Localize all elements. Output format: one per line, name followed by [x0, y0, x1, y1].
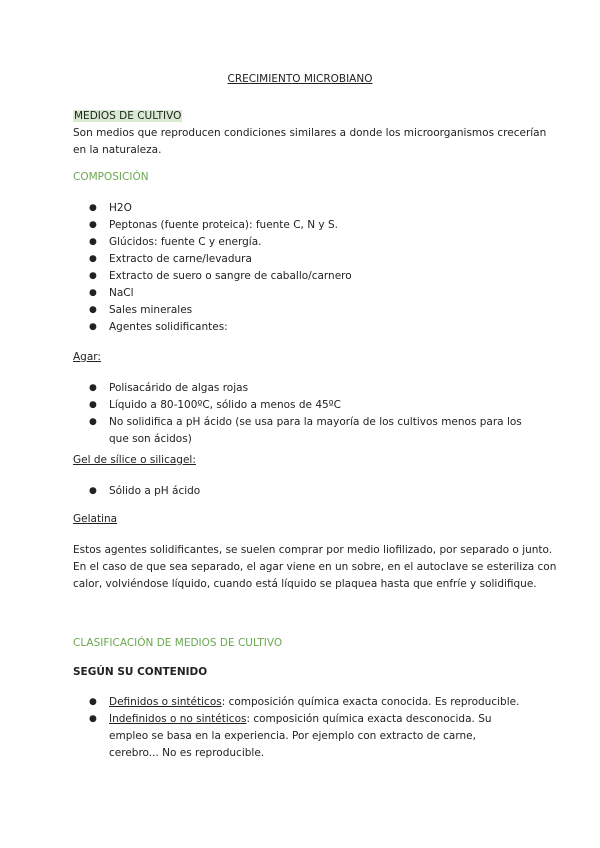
list-item	[73, 711, 523, 762]
bullet-icon: ●	[89, 288, 97, 298]
list-item: ● Glúcidos: fuente C y energía.	[73, 234, 352, 251]
gel-list	[73, 483, 200, 500]
agar-heading: Agar:	[73, 351, 101, 363]
list-item: ● Extracto de carne/levadura	[73, 251, 352, 268]
medios-text-line2: en la naturaleza.	[73, 144, 162, 156]
clasificacion-subheading: SEGÚN SU CONTENIDO	[73, 666, 208, 678]
bullet-icon: ●	[89, 220, 97, 230]
clasificacion-list-wrap	[73, 694, 523, 762]
medios-section	[73, 108, 546, 159]
agar-list	[73, 380, 523, 448]
term-description: : composición química exacta conocida. Es reproducible.	[221, 696, 520, 708]
gelatina-heading: Gelatina	[73, 513, 118, 525]
term: Definidos o sintéticos	[109, 696, 222, 708]
gel-list-wrap	[73, 483, 200, 500]
list-item: ● Líquido a 80-100ºC, sólido a menos de 45ºC	[73, 397, 523, 414]
list-item	[73, 694, 523, 711]
document-title: CRECIMIENTO MICROBIANO	[227, 73, 373, 85]
bullet-icon: ●	[89, 271, 97, 281]
list-item: ● NaCl	[73, 285, 352, 302]
clasificacion-list	[73, 694, 523, 762]
composicion-list-wrap	[73, 200, 352, 336]
list-item: ● No solidifica a pH ácido (se usa para la mayoría de los cultivos menos para los que son ácidos)	[89, 416, 522, 445]
composicion-heading: COMPOSICIÓN	[73, 171, 149, 183]
agar-list-wrap	[73, 380, 523, 448]
composicion-list	[73, 200, 352, 336]
paragraph-line: calor, volviéndose líquido, cuando está líquido se plaquea hasta que enfríe y solidifique.	[73, 578, 537, 590]
list-item: ● Polisacárido de algas rojas	[73, 380, 523, 397]
bullet-icon: ●	[89, 486, 97, 496]
bullet-icon: ●	[89, 254, 97, 264]
list-item: ● H2O	[73, 200, 352, 217]
solidificantes-paragraph	[73, 542, 556, 593]
bullet-icon: ●	[89, 714, 97, 724]
medios-text-line1: Son medios que reproducen condiciones similares a donde los microorganismos crecerían	[73, 127, 547, 139]
list-item: ● Agentes solidificantes:	[73, 319, 352, 336]
list-item: ● Peptonas (fuente proteica): fuente C, N y S.	[73, 217, 352, 234]
medios-heading: MEDIOS DE CULTIVO	[74, 110, 182, 122]
clasificacion-heading: CLASIFICACIÓN DE MEDIOS DE CULTIVO	[73, 637, 283, 649]
term: Indefinidos o no sintéticos	[109, 713, 247, 725]
term-description: : composición química exacta desconocida. Su empleo se basa en la experiencia. Por ejemplo con extracto de carne, cerebro... No es reproducible.	[109, 713, 492, 759]
paragraph-line: Estos agentes solidificantes, se suelen comprar por medio liofilizado, por separado o junto.	[73, 544, 553, 556]
bullet-icon: ●	[89, 203, 97, 213]
paragraph-line: En el caso de que sea separado, el agar viene en un sobre, en el autoclave se esteriliza con	[73, 561, 557, 573]
bullet-icon: ●	[89, 237, 97, 247]
bullet-icon: ●	[89, 383, 97, 393]
bullet-icon: ●	[89, 697, 97, 707]
bullet-icon: ●	[89, 305, 97, 315]
bullet-icon: ●	[89, 400, 97, 410]
bullet-icon: ●	[89, 417, 97, 427]
list-item: ● Sales minerales	[73, 302, 352, 319]
gel-heading: Gel de sílice o silicagel:	[73, 454, 196, 466]
bullet-icon: ●	[89, 322, 97, 332]
list-item: ● Extracto de suero o sangre de caballo/carnero	[73, 268, 352, 285]
list-item: ● Sólido a pH ácido	[73, 483, 200, 500]
